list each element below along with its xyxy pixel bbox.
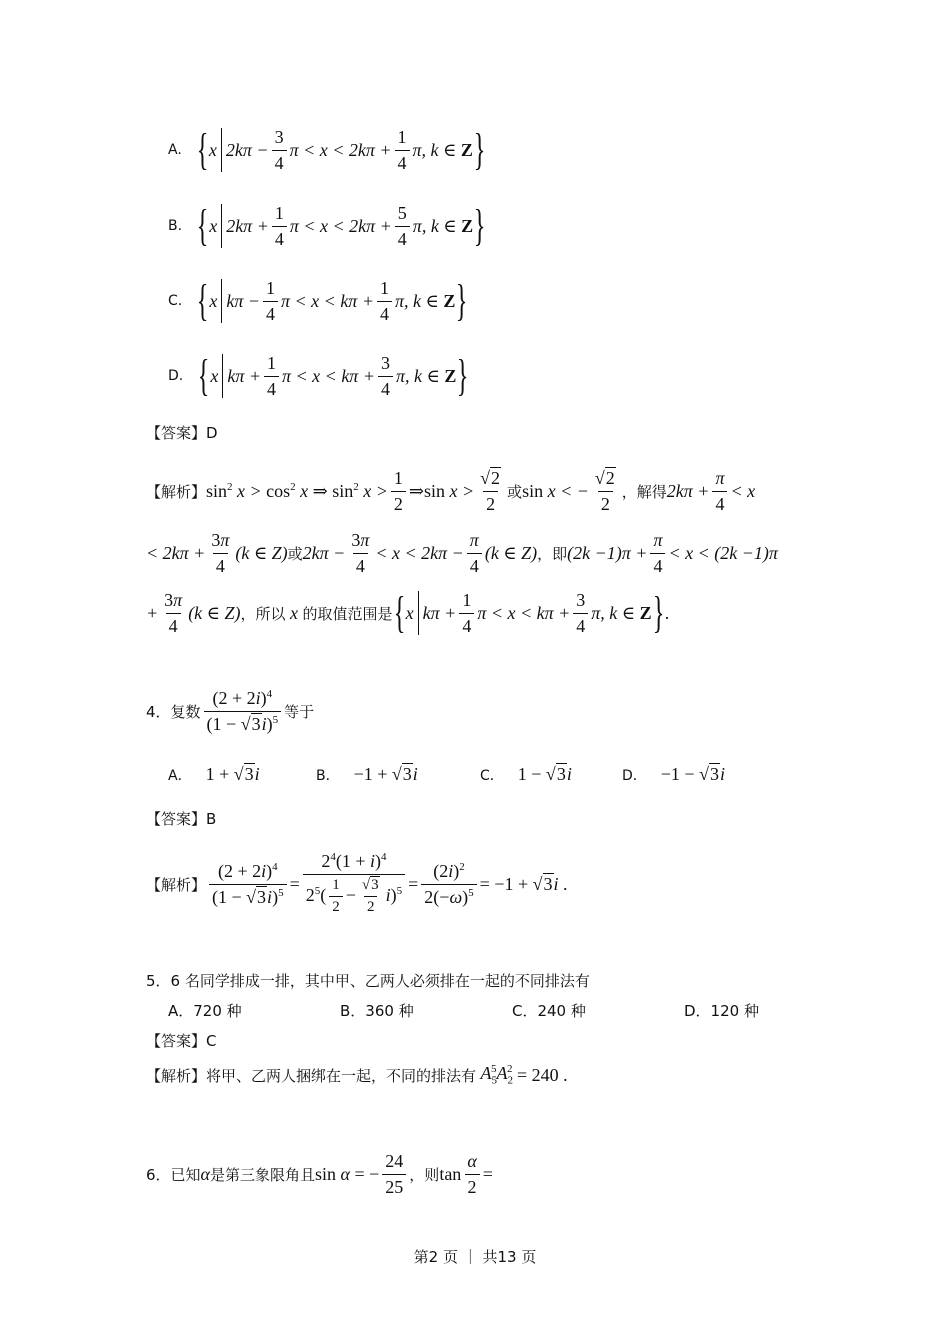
question-then: ，则 — [409, 1165, 440, 1184]
q5-answer — [146, 1030, 217, 1051]
q4-option-a: A． 1 + √3i — [168, 764, 260, 784]
answer-tag: 【答案】 — [146, 810, 207, 828]
page-footer: 第2 页 ｜ 共13 页 — [413, 1248, 537, 1266]
answer-tag: 【答案】 — [146, 1032, 207, 1050]
q4-option-d: D． −1 − √3i — [622, 764, 725, 784]
q5-option-b: B．360 种 — [340, 1002, 414, 1020]
analysis-tag: 【解析】 — [146, 875, 207, 894]
answer-tag: 【答案】 — [146, 424, 207, 442]
q3-answer — [146, 422, 218, 443]
question-mid: 是第三象限角且 — [210, 1165, 316, 1184]
or-text: 或 — [507, 482, 523, 501]
q6-stem: 6．已知 α 是第三象限角且 sin α = − $\frac{24}{25}$ ，则 tan $\frac{\alpha}{2}$ = — [146, 1150, 493, 1197]
q3-analysis-line-2: < 2kπ + $\frac{3\pi}{4}$ (k ∈ Z) 或 2kπ − $\frac{3\pi}{4}$ < x < 2kπ − $\frac{\pi}{4}$ (k ∈ Z) ，即 (2k −1)π + $\frac{\pi}{4}$ < x < (2k −1)π — [146, 529, 778, 576]
q3-option-b: B. { x 2kπ + $\frac{1}{4}$ π < x < 2kπ + $\frac{5}{4}$ π, k ∈ Z } — [168, 201, 486, 250]
analysis-tag: 【解析】 — [146, 1066, 207, 1085]
q5-analysis: 【解析】 将甲、乙两人捆绑在一起，不同的排法有 $A_5^5A_2^2$ = 240 . — [146, 1063, 568, 1087]
range-text: 的取值范围是 — [302, 604, 393, 623]
question-prefix: 6．已知 — [146, 1165, 201, 1184]
option-label: C． — [480, 768, 504, 784]
answer-value: B — [206, 809, 217, 828]
q3-option-d: D. { x kπ + $\frac{1}{4}$ π < x < kπ + $\frac{3}{4}$ π, k ∈ Z } — [168, 351, 469, 400]
option-label: C. — [168, 293, 183, 309]
analysis-text: 将甲、乙两人捆绑在一起，不同的排法有 — [206, 1066, 477, 1085]
q5-option-c: C．240 种 — [512, 1002, 586, 1020]
or-text: 或 — [287, 544, 303, 563]
i-e-text: ，即 — [537, 544, 568, 563]
option-label: D． — [622, 768, 647, 784]
q5-stem: 5．6 名同学排成一排，其中甲、乙两人必须排在一起的不同排法有 — [146, 972, 590, 990]
answer-value: D — [206, 423, 218, 442]
q3-option-a: A. { x 2kπ − $\frac{3}{4}$ π < x < 2kπ + $\frac{1}{4}$ π, k ∈ Z } — [168, 125, 486, 174]
so-text: ，所以 — [240, 604, 286, 623]
option-label: D. — [168, 368, 184, 384]
q3-analysis-line-3: + $\frac{3\pi}{4}$ (k ∈ Z) ，所以 x 的取值范围是 { x kπ + $\frac{1}{4}$ π < x < kπ + $\frac{3}{4}$ π, k ∈ Z } . — [146, 588, 670, 637]
answer-value: C — [206, 1031, 217, 1050]
q4-answer — [146, 808, 216, 829]
option-label: B． — [316, 768, 340, 784]
q5-option-a: A．720 种 — [168, 1002, 242, 1020]
q4-option-b: B． −1 + √3i — [316, 764, 418, 784]
question-suffix: 等于 — [284, 702, 315, 721]
q4-analysis: 【解析】 $\frac{(2 + 2i)^4}{(1 - √3i)^5}$ = $2^4(1 + i)^4$ $2^5$( $\frac{1}{2}$ − $\frac{√3}{2}$ i)$^5$ = $\frac{(2i)^2}{2(-\omega)^5}$ = −1 + √3 i . — [146, 851, 568, 916]
analysis-tag: 【解析】 — [146, 482, 207, 501]
q3-analysis-line-1: 【解析】 $\sin^2$ x > $\cos^2$ x ⇒ $\sin^2$ x > $\frac{1}{2}$ ⇒ sin x > $\frac{√2}{2}$ 或 sin x < − $\frac{√2}{2}$ ，解得 2kπ + $\frac{\pi}{4}$ < x — [146, 467, 756, 514]
solve-text: ，解得 — [621, 482, 667, 501]
analysis-result: = 240 . — [517, 1064, 568, 1085]
option-label: A． — [168, 768, 192, 784]
q3-option-c: C. { x kπ − $\frac{1}{4}$ π < x < kπ + $\frac{1}{4}$ π, k ∈ Z } — [168, 276, 468, 325]
q4-option-c: C． 1 − √3i — [480, 764, 572, 784]
q5-option-d: D．120 种 — [684, 1002, 759, 1020]
question-number: 4．复数 — [146, 702, 201, 721]
option-label: A. — [168, 142, 182, 158]
q4-stem: 4．复数 $\frac{(2 + 2i)^4}{(1 - √3i)^5}$ 等于 — [146, 687, 315, 734]
option-label: B. — [168, 218, 183, 234]
